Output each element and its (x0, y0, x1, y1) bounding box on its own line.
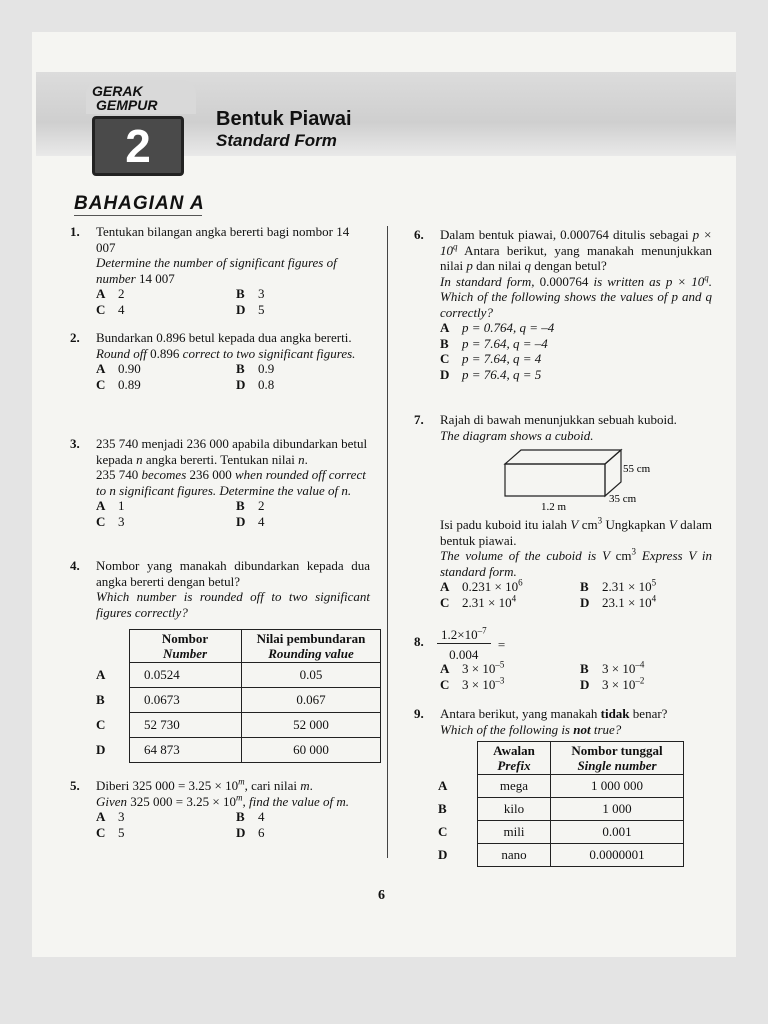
dim-height-label: 55 cm (623, 463, 651, 475)
option-c[interactable]: C 4 (96, 301, 125, 317)
chapter-title-english: Standard Form (216, 131, 337, 150)
question-4 (70, 558, 370, 620)
table-row[interactable]: A mega 1 000 000 (430, 775, 684, 798)
question-text-malay: Nombor yang manakah dibundarkan kepada dua angka bererti dengan betul? (96, 558, 370, 589)
option-b[interactable]: B 4 (236, 809, 265, 824)
question-number: 2. (70, 330, 80, 345)
question-number: 7. (414, 412, 424, 427)
question-text-english: The diagram shows a cuboid. (440, 427, 594, 443)
question-number: 5. (70, 778, 80, 793)
chapter-badge (86, 80, 196, 180)
option-d[interactable]: D 6 (236, 824, 265, 840)
question-text-malay: Diberi 325 $000 = 3.25 \times 10^m$, cari nilai m. (96, 776, 313, 793)
question-1 (70, 224, 370, 317)
option-c[interactable]: C 3 (96, 513, 125, 529)
question-text-english: Determine the number of significant figures of number 14 007 (96, 255, 337, 286)
options (96, 809, 370, 840)
options (96, 286, 370, 317)
option-b[interactable]: B $3 \times 10^{-4}$ (580, 659, 645, 676)
option-d[interactable]: D 5 (236, 301, 265, 317)
denominator: 0.004 (449, 647, 479, 662)
question-text-english: Given 325 $000 = 3.25 \times 10^m$, find the value of m. (96, 792, 349, 809)
option-b[interactable]: B 2 (236, 498, 265, 513)
option-d[interactable]: D 0.8 (236, 376, 275, 392)
question-text-english: 235 740 becomes 236 000 when rounded off correct to n significant figures. Determine the value of n. (96, 467, 366, 498)
option-a[interactable]: A 3 (96, 809, 125, 824)
option-c[interactable]: C 5 (96, 824, 125, 840)
option-d[interactable]: D 4 (236, 513, 265, 529)
numerator: $1.2\times 10^{-7}$ (437, 627, 491, 644)
dim-length-label: 1.2 m (541, 501, 567, 513)
question-number: 8. (414, 634, 424, 649)
q4-table (92, 629, 381, 763)
page-number: 6 (378, 888, 385, 903)
question-number: 1. (70, 224, 80, 239)
question-text-malay: Bundarkan 0.896 betul kepada dua angka bererti. (96, 330, 352, 345)
option-c[interactable]: C $2.31 \times 10^4$ (440, 593, 517, 610)
table-row[interactable]: B kilo 1 000 (430, 798, 684, 821)
question-text-malay: Rajah di bawah menunjukkan sebuah kuboid. (440, 412, 677, 427)
option-c[interactable]: C $3 \times 10^{-3}$ (440, 675, 505, 692)
question-7 (414, 412, 712, 443)
column-header: Awalan Prefix (478, 742, 551, 775)
column-divider (387, 226, 388, 858)
option-b[interactable]: B 0.9 (236, 361, 275, 376)
dim-depth-label: 35 cm (609, 493, 637, 505)
table-row[interactable]: D nano 0.0000001 (430, 844, 684, 867)
column-header: Nilai pembundaran Rounding value (242, 630, 381, 663)
options (96, 498, 370, 529)
chapter-title-malay: Bentuk Piawai (216, 108, 352, 130)
question-text-english: Which number is rounded off to two significant figures correctly? (96, 589, 370, 620)
question-number: 6. (414, 227, 424, 242)
question-6 (414, 227, 712, 382)
option-d[interactable]: D $23.1 \times 10^4$ (580, 593, 657, 610)
table-row[interactable]: B 0.0673 0.067 (92, 688, 381, 713)
equals-sign: = (497, 637, 506, 652)
option-a[interactable]: A 2 (96, 286, 125, 301)
question-text-malay: 235 740 menjadi 236 000 apabila dibundarkan betul kepada n angka bererti. Tentukan nilai n. (96, 436, 368, 467)
fraction (437, 627, 491, 663)
question-7-part-2 (414, 517, 712, 610)
question-text-malay: Dalam bentuk piawai, 0.000764 ditulis sebagai $p \times 10^q$ Antara berikut, yang manakah menunjukkan nilai p dan nilai q dengan betul? (440, 227, 712, 273)
option-a[interactable]: A $0.231 \times 10^6$ (440, 577, 523, 594)
option-d[interactable]: D p = 76.4, q = 5 (440, 366, 542, 382)
option-c[interactable]: C 0.89 (96, 376, 141, 392)
table-header-row (92, 630, 381, 663)
q8-fraction (437, 627, 505, 663)
option-a[interactable]: A 1 (96, 498, 125, 513)
table-row[interactable]: C 52 730 52 000 (92, 713, 381, 738)
question-text-english: The volume of the cuboid is V $cm^3$ Express V in standard form. (440, 546, 713, 579)
cuboid-diagram (493, 446, 673, 514)
option-b[interactable]: B 3 (236, 286, 265, 301)
badge-number-box (92, 116, 184, 176)
table-row[interactable]: D 64 873 60 000 (92, 738, 381, 763)
option-d[interactable]: D $3 \times 10^{-2}$ (580, 675, 645, 692)
question-number: 3. (70, 436, 80, 451)
table-row[interactable]: C mili 0.001 (430, 821, 684, 844)
question-2 (70, 330, 370, 392)
options (440, 579, 712, 610)
option-c[interactable]: C p = 7.64, q = 4 (440, 351, 542, 366)
table-row[interactable]: A 0.0524 0.05 (92, 663, 381, 688)
question-8-options (414, 661, 712, 692)
question-text-malay: Antara berikut, yang manakah tidak benar? (440, 706, 668, 721)
option-b[interactable]: B p = 7.64, q = –4 (440, 335, 548, 351)
question-number: 9. (414, 706, 424, 721)
options (440, 320, 712, 382)
question-3 (70, 436, 370, 529)
section-underline (74, 215, 202, 216)
question-5 (70, 778, 370, 840)
question-text-malay: Isi padu kuboid itu ialah V $cm^3$ Ungkapkan V dalam bentuk piawai. (440, 515, 713, 548)
question-text-english: Round off 0.896 correct to two significant figures. (96, 345, 356, 361)
section-title: BAHAGIAN A (74, 193, 205, 214)
options (440, 661, 712, 692)
question-text-english: In standard form, 0.000764 is written as $p \times 10^q$. Which of the following shows the values of p and q correctly? (440, 272, 713, 320)
question-number: 4. (70, 558, 80, 573)
option-a[interactable]: A $3 \times 10^{-5}$ (440, 659, 505, 676)
option-a[interactable]: A 0.90 (96, 361, 141, 376)
option-a[interactable]: A p = 0.764, q = –4 (440, 320, 555, 335)
question-text-english: Which of the following is not true? (440, 721, 622, 737)
badge-label-gerak: GERAK (92, 83, 143, 99)
option-b[interactable]: B $2.31 \times 10^5$ (580, 577, 657, 594)
badge-label-gempur: GEMPUR (96, 97, 158, 113)
column-header: Nombor tunggal Single number (551, 742, 684, 775)
chapter-number: 2 (125, 120, 151, 172)
options (96, 361, 370, 392)
q9-table (430, 741, 684, 867)
question-9 (414, 706, 712, 737)
column-header: Nombor Number (130, 630, 242, 663)
question-text-malay: Tentukan bilangan angka bererti bagi nombor 14 007 (96, 224, 350, 255)
table-header-row (430, 742, 684, 775)
